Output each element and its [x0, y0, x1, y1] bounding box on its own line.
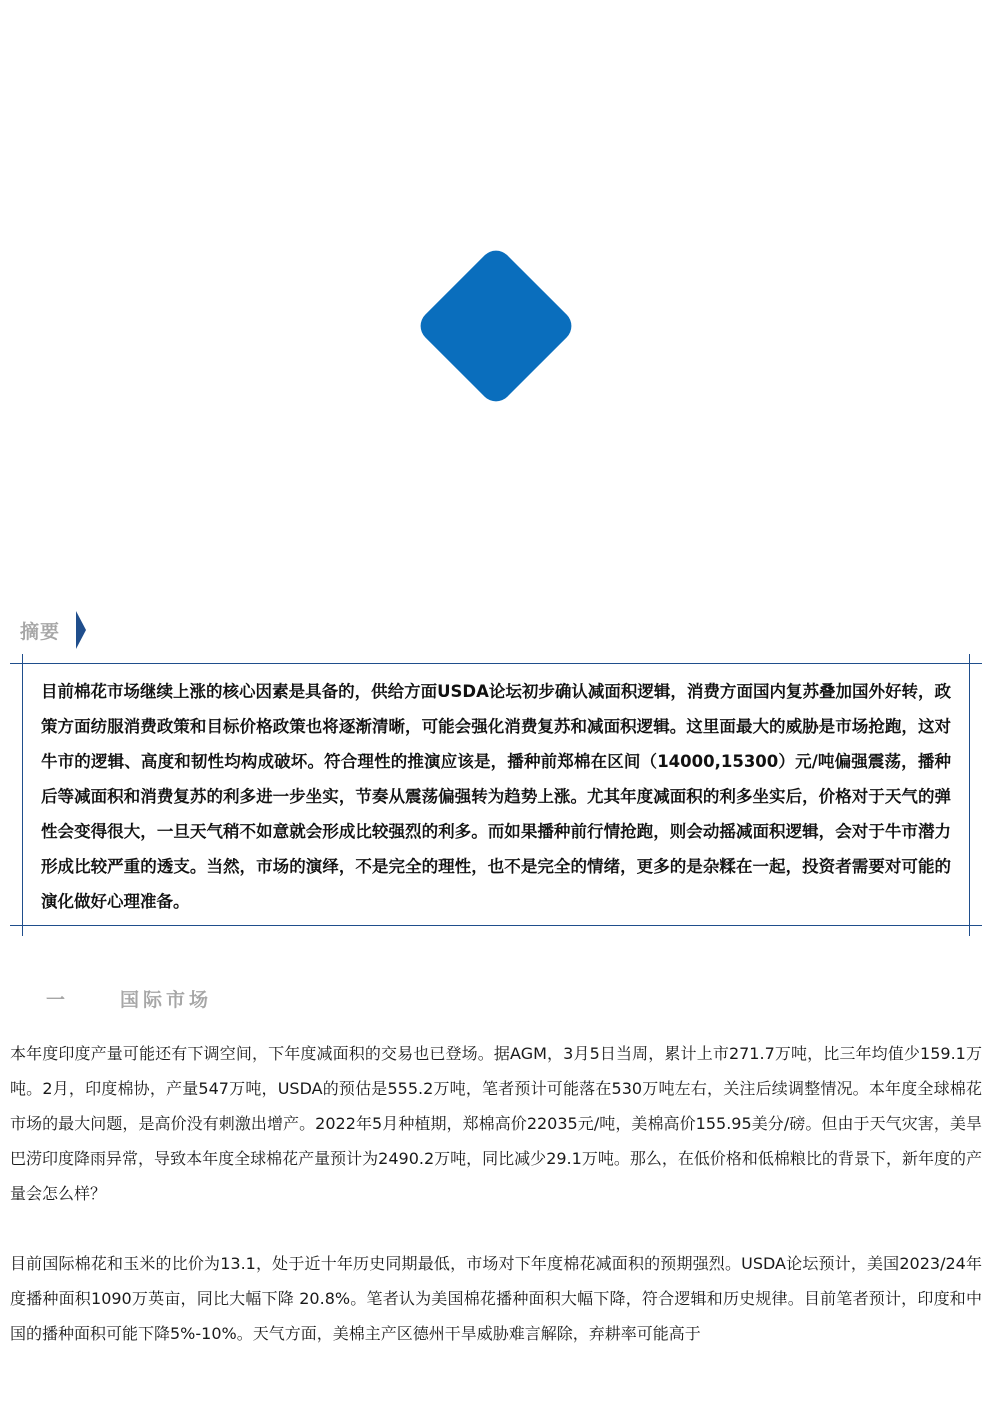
abstract-frame-left — [22, 654, 23, 936]
abstract-title: 摘要 — [20, 620, 61, 643]
triangle-arrow-icon — [76, 611, 86, 649]
abstract-heading — [20, 612, 86, 648]
abstract-frame-bottom — [10, 925, 982, 926]
section-title: 国际市场 — [120, 988, 213, 1011]
abstract-frame-right — [969, 654, 970, 936]
body-paragraph: 目前国际棉花和玉米的比价为13.1，处于近十年历史同期最低，市场对下年度棉花减面积的预期强烈。USDA论坛预计，美国2023/24年度播种面积1090万英亩，同比大幅下降 20.8%。笔者认为美国棉花播种面积大幅下降，符合逻辑和历史规律。目前笔者预计，印度和中国的播种面积可能下降5%-10%。天气方面，美棉主产区德州干旱威胁难言解除，弃耕率可能高于 — [10, 1254, 982, 1343]
abstract-body: 目前棉花市场继续上涨的核心因素是具备的，供给方面USDA论坛初步确认减面积逻辑，消费方面国内复苏叠加国外好转，政策方面纺服消费政策和目标价格政策也将逐渐清晰，可能会强化消费复苏和减面积逻辑。这里面最大的威胁是市场抢跑，这对牛市的逻辑、高度和韧性均构成破坏。符合理性的推演应该是，播种前郑棉在区间（14000,15300）元/吨偏强震荡，播种后等减面积和消费复苏的利多进一步坐实，节奏从震荡偏强转为趋势上涨。尤其年度减面积的利多坐实后，价格对于天气的弹性会变得很大，一旦天气稍不如意就会形成比较强烈的利多。而如果播种前行情抢跑，则会动摇减面积逻辑，会对于牛市潜力形成比较严重的透支。当然，市场的演绎，不是完全的理性，也不是完全的情绪，更多的是杂糅在一起，投资者需要对可能的演化做好心理准备。 — [41, 682, 951, 911]
body-paragraph: 本年度印度产量可能还有下调空间，下年度减面积的交易也已登场。据AGM，3月5日当周，累计上市271.7万吨，比三年均值少159.1万吨。2月，印度棉协，产量547万吨，USDA的预估是555.2万吨，笔者预计可能落在530万吨左右，关注后续调整情况。本年度全球棉花市场的最大问题，是高价没有刺激出增产。2022年5月种植期，郑棉高价22035元/吨，美棉高价155.95美分/磅。但由于天气灾害，美旱巴涝印度降雨异常，导致本年度全球棉花产量预计为2490.2万吨，同比减少29.1万吨。那么，在低价格和低棉粮比的背景下，新年度的产量会怎么样？ — [10, 1044, 982, 1203]
diamond-icon — [414, 244, 578, 408]
section-number: 一 — [46, 988, 66, 1011]
abstract-frame-top — [10, 663, 982, 664]
section-heading — [46, 984, 212, 1012]
